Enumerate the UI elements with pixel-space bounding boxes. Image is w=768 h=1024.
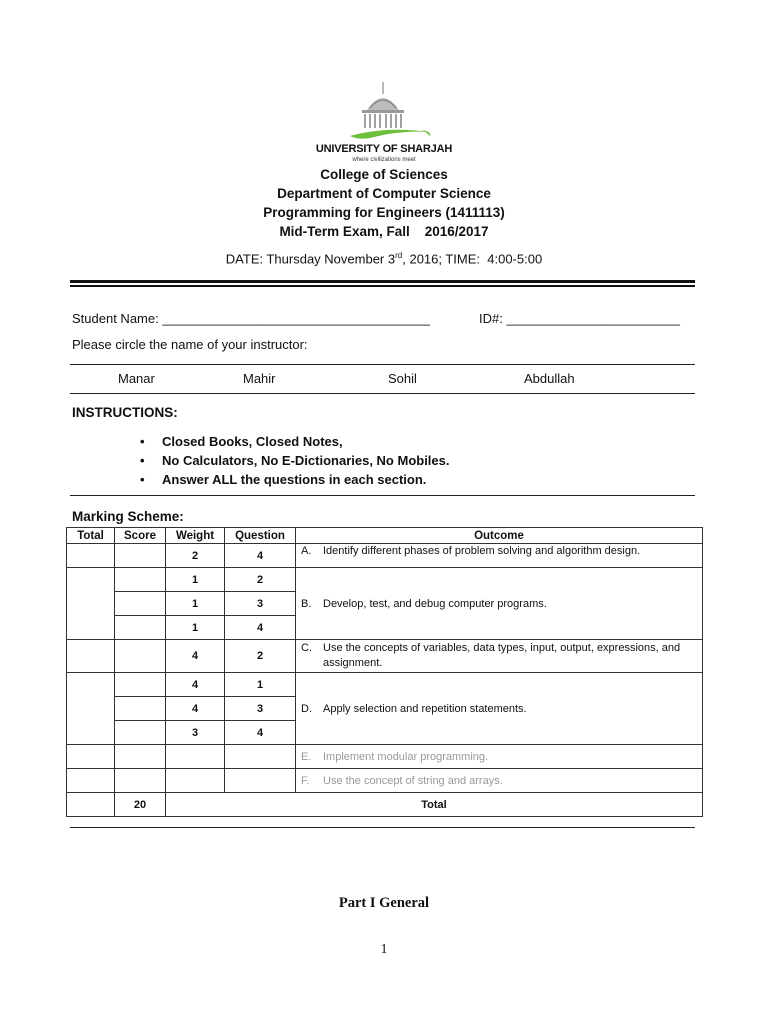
- score-cell[interactable]: [115, 721, 166, 745]
- instruction-item: • Answer ALL the questions in each section.: [140, 470, 450, 489]
- weight-cell: [166, 745, 225, 769]
- question-cell: [225, 769, 296, 793]
- table-bottom-rule: [70, 827, 695, 828]
- instructor-prompt: Please circle the name of your instructor:: [72, 337, 308, 352]
- marking-scheme-table: [66, 527, 703, 817]
- exam-date: DATE: Thursday November 3rd, 2016; TIME: 4:00-5:00: [225, 251, 543, 267]
- instructor-sohil[interactable]: Sohil: [388, 371, 417, 386]
- university-name: UNIVERSITY OF SHARJAH: [315, 143, 453, 155]
- instructor-mahir[interactable]: Mahir: [243, 371, 276, 386]
- table-row: [67, 640, 703, 673]
- instructions-rule: [70, 495, 695, 496]
- table-header-row: [67, 528, 703, 544]
- outcome-e: E. Implement modular programming.: [296, 745, 703, 769]
- score-cell[interactable]: [115, 697, 166, 721]
- course-title: Programming for Engineers (1411113): [263, 205, 505, 220]
- question-cell: 1: [225, 673, 296, 697]
- question-cell: 2: [225, 640, 296, 673]
- question-cell: 4: [225, 616, 296, 640]
- weight-cell: 4: [166, 640, 225, 673]
- score-cell[interactable]: [115, 745, 166, 769]
- table-total-row: [67, 793, 703, 817]
- table-row: [67, 769, 703, 793]
- weight-cell: 1: [166, 592, 225, 616]
- table-row: [67, 544, 703, 568]
- total-cell[interactable]: [67, 793, 115, 817]
- score-cell[interactable]: [115, 568, 166, 592]
- college-title: College of Sciences: [320, 167, 448, 182]
- outcome-d: D. Apply selection and repetition statements.: [296, 673, 703, 745]
- header-weight: Weight: [166, 528, 225, 544]
- question-cell: 4: [225, 721, 296, 745]
- header-score: Score: [115, 528, 166, 544]
- instructor-manar[interactable]: Manar: [118, 371, 155, 386]
- score-cell[interactable]: [115, 673, 166, 697]
- total-cell[interactable]: [67, 673, 115, 745]
- outcome-c: C. Use the concepts of variables, data types, input, output, expressions, and assignment.: [296, 640, 703, 673]
- question-cell: 3: [225, 697, 296, 721]
- total-cell[interactable]: [67, 640, 115, 673]
- question-cell: 3: [225, 592, 296, 616]
- score-cell[interactable]: [115, 769, 166, 793]
- header-question: Question: [225, 528, 296, 544]
- total-cell[interactable]: [67, 568, 115, 640]
- header-outcome: Outcome: [296, 528, 703, 544]
- outcome-a: A. Identify different phases of problem solving and algorithm design.: [296, 544, 703, 568]
- student-name-field[interactable]: Student Name: _____________________________________: [72, 311, 430, 326]
- weight-cell: 3: [166, 721, 225, 745]
- part-title: Part I General: [338, 895, 430, 911]
- weight-cell: [166, 769, 225, 793]
- instructor-abdullah[interactable]: Abdullah: [524, 371, 575, 386]
- weight-cell: 4: [166, 673, 225, 697]
- total-cell[interactable]: [67, 544, 115, 568]
- header-divider-thin: [70, 285, 695, 287]
- header-divider: [70, 280, 695, 283]
- instructions-title: INSTRUCTIONS:: [72, 405, 178, 420]
- table-row: [67, 568, 703, 592]
- exam-title: Mid-Term Exam, Fall 2016/2017: [279, 224, 489, 239]
- weight-cell: 1: [166, 616, 225, 640]
- instructor-rule-bottom: [70, 393, 695, 394]
- table-row: [67, 673, 703, 697]
- table-row: [67, 745, 703, 769]
- instructor-rule-top: [70, 364, 695, 365]
- total-score: 20: [115, 793, 166, 817]
- weight-cell: 1: [166, 568, 225, 592]
- question-cell: 2: [225, 568, 296, 592]
- department-title: Department of Computer Science: [277, 186, 491, 201]
- score-cell[interactable]: [115, 640, 166, 673]
- score-cell[interactable]: [115, 544, 166, 568]
- total-cell[interactable]: [67, 769, 115, 793]
- instruction-item: • Closed Books, Closed Notes,: [140, 432, 450, 451]
- outcome-f: F. Use the concept of string and arrays.: [296, 769, 703, 793]
- university-motto: where civilizations meet: [352, 157, 416, 163]
- instruction-item: • No Calculators, No E-Dictionaries, No Mobiles.: [140, 451, 450, 470]
- header-total: Total: [67, 528, 115, 544]
- question-cell: [225, 745, 296, 769]
- weight-cell: 4: [166, 697, 225, 721]
- outcome-b: B. Develop, test, and debug computer programs.: [296, 568, 703, 640]
- question-cell: 4: [225, 544, 296, 568]
- total-cell[interactable]: [67, 745, 115, 769]
- instructions-list: [140, 432, 450, 489]
- score-cell[interactable]: [115, 616, 166, 640]
- score-cell[interactable]: [115, 592, 166, 616]
- weight-cell: 2: [166, 544, 225, 568]
- total-label: Total: [166, 793, 703, 817]
- marking-scheme-title: Marking Scheme:: [72, 509, 184, 524]
- student-id-field[interactable]: ID#: ________________________: [479, 311, 680, 326]
- page-number: 1: [380, 942, 388, 957]
